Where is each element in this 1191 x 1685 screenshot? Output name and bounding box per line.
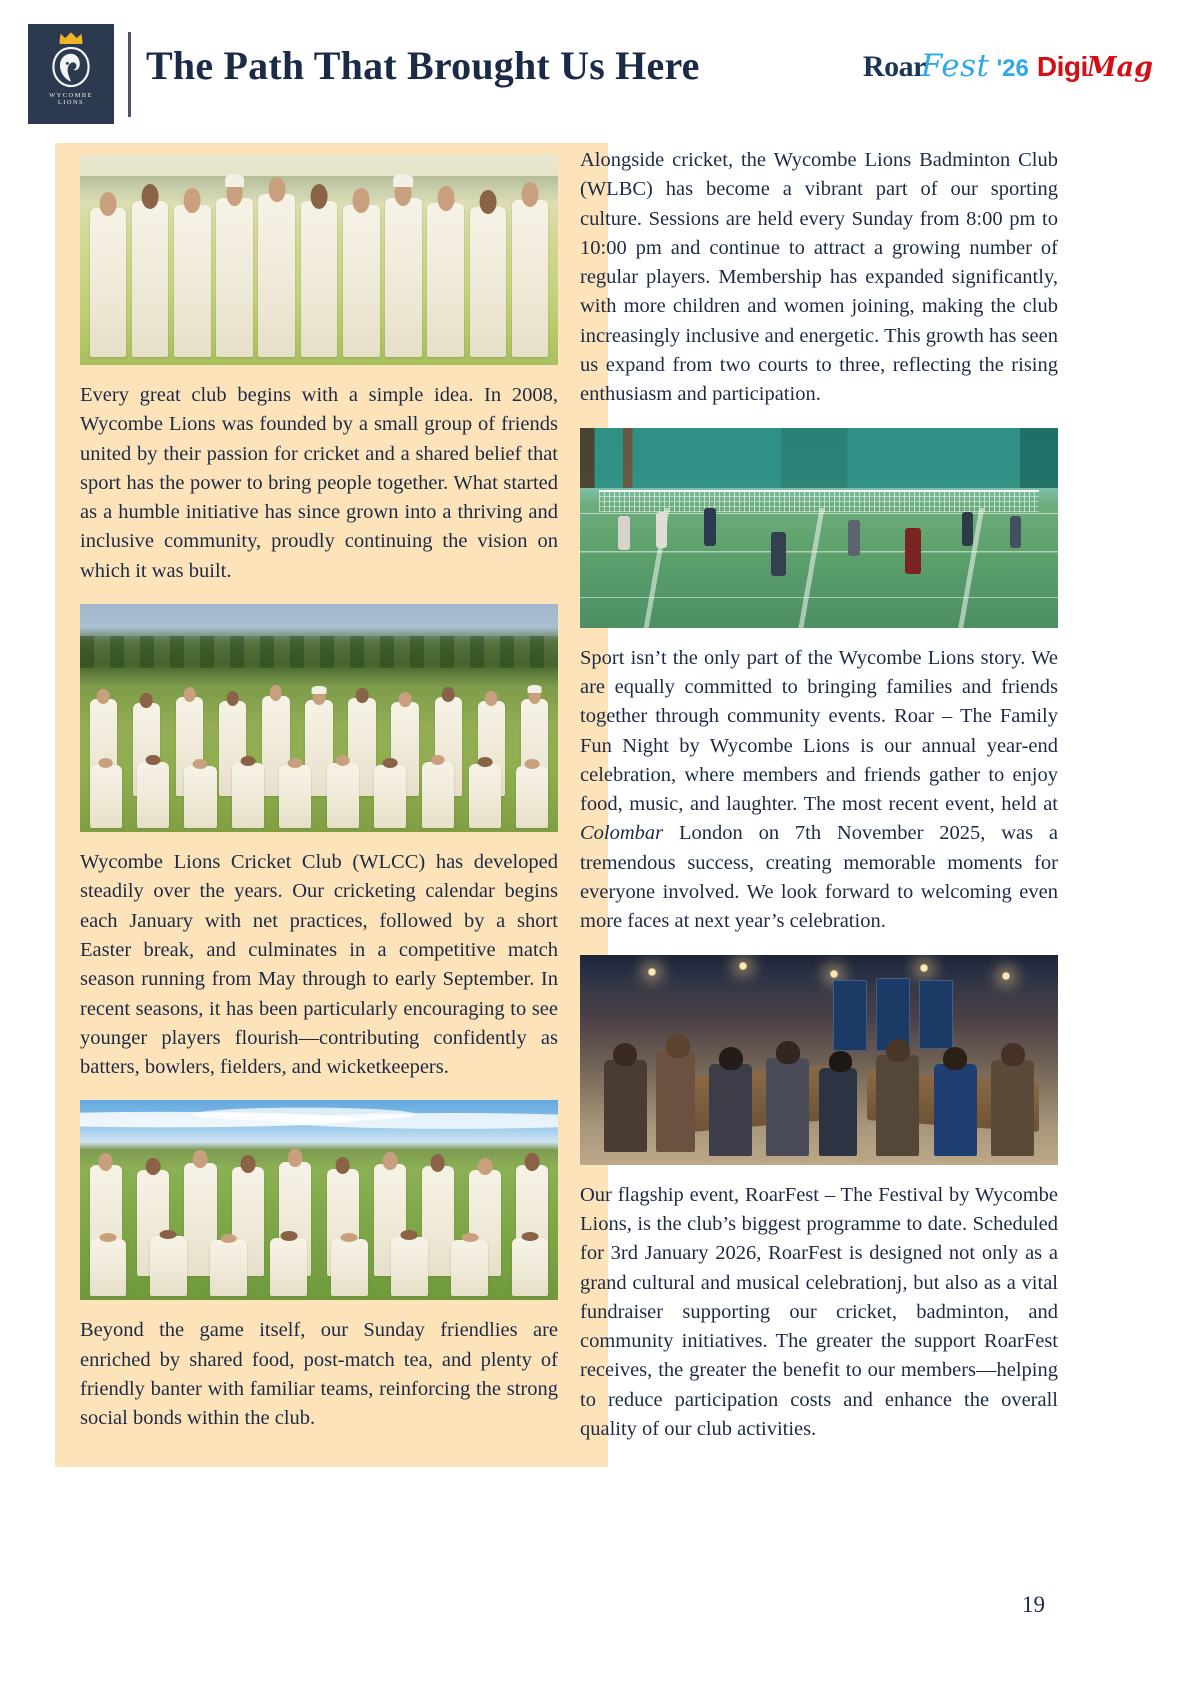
photo-players-and-supporters — [80, 1100, 558, 1300]
left-paragraph-3: Beyond the game itself, our Sunday friendlies are enriched by shared food, post-match tea, and plenty of friendly banter with familiar teams, reinforcing the strong social bonds within the club. — [80, 1319, 558, 1430]
hall-wall — [580, 428, 1058, 488]
photo-family-fun-night-dinner — [580, 955, 1058, 1165]
brandmark-year: '26 — [996, 55, 1029, 82]
right-paragraph-2 — [580, 644, 1058, 937]
photo-cricket-team-lineup — [80, 155, 558, 365]
left-column-content — [80, 155, 558, 1434]
right-paragraph-3: Our flagship event, RoarFest – The Festival by Wycombe Lions, is the club’s biggest programme to date. Scheduled for 3rd January 2026, RoarFest is designed not only as a grand cultural and musical celebrationj, but also as a vital fundraiser supporting our cricket, badminton, and community initiatives. The greater the support RoarFest receives, the greater the benefit to our members—helping to reduce participation costs and enhance the overall quality of our club activities. — [580, 1183, 1058, 1441]
wycombe-lions-logo — [28, 24, 114, 124]
right-paragraph-2-part2: London on 7th November 2025, was a tremendous success, creating memorable moments for everyone involved. We look forward to welcoming even more faces at next year’s celebration. — [580, 822, 1058, 933]
roarfest-digimag-brandmark — [863, 48, 1153, 94]
left-paragraph-2: Wycombe Lions Cricket Club (WLCC) has developed steadily over the years. Our cricketing calendar begins each January with net practices, followed by a short Easter break, and culminates in a competitive match season running from May through to early September. In recent seasons, it has been particularly encouraging to see younger players flourish—contributing confidently as batters, bowlers, fielders, and wicketkeepers. — [80, 851, 558, 1079]
logo-wordmark — [49, 92, 93, 107]
brandmark-roar: Roar — [862, 50, 926, 83]
right-column-content — [580, 146, 1058, 1444]
lion-head-icon — [49, 45, 93, 89]
left-column-panel — [55, 143, 608, 1467]
venue-name-colombar: Colombar — [580, 822, 664, 845]
logo-wordmark-line1: WYCOMBE — [49, 92, 93, 99]
brandmark-digi: Digi — [1036, 51, 1088, 82]
page-number: 19 — [1022, 1592, 1045, 1617]
right-paragraph-1: Alongside cricket, the Wycombe Lions Badminton Club (WLBC) has become a vibrant part of our sporting culture. Sessions are held every Sunday from 8:00 pm to 10:00 pm and continue to attract a growing number of regular players. Membership has expanded significantly, with more children and women joining, making the club increasingly inclusive and energetic. This growth has seen us expand from two courts to three, reflecting the rising enthusiasm and participation. — [580, 149, 1058, 406]
photo-wlcc-squad — [80, 604, 558, 832]
crown-icon — [58, 31, 84, 44]
page-title: The Path That Brought Us Here — [146, 43, 700, 88]
right-paragraph-2-part1: Sport isn’t the only part of the Wycombe Lions story. We are equally committed to bringing families and friends together through community events. Roar – The Family Fun Night by Wycombe Lions is our annual year-end celebration, where members and friends gather to enjoy food, music, and laughter. The most recent event, held at — [580, 646, 1058, 816]
court-line-markings — [580, 508, 1058, 628]
brandmark-fest: Fest — [920, 48, 990, 84]
photo-badminton-courts — [580, 428, 1058, 628]
logo-wordmark-line2: LIONS — [57, 99, 85, 107]
brandmark-mag: Mag — [1086, 52, 1153, 83]
page-header — [0, 0, 1191, 124]
left-paragraph-1: Every great club begins with a simple idea. In 2008, Wycombe Lions was founded by a small group of friends united by their passion for cricket and a shared belief that sport has the power to bring people together. What started as a humble initiative has since grown into a thriving and inclusive community, proudly continuing the vision on which it was built. — [80, 384, 558, 582]
header-divider — [128, 32, 131, 117]
